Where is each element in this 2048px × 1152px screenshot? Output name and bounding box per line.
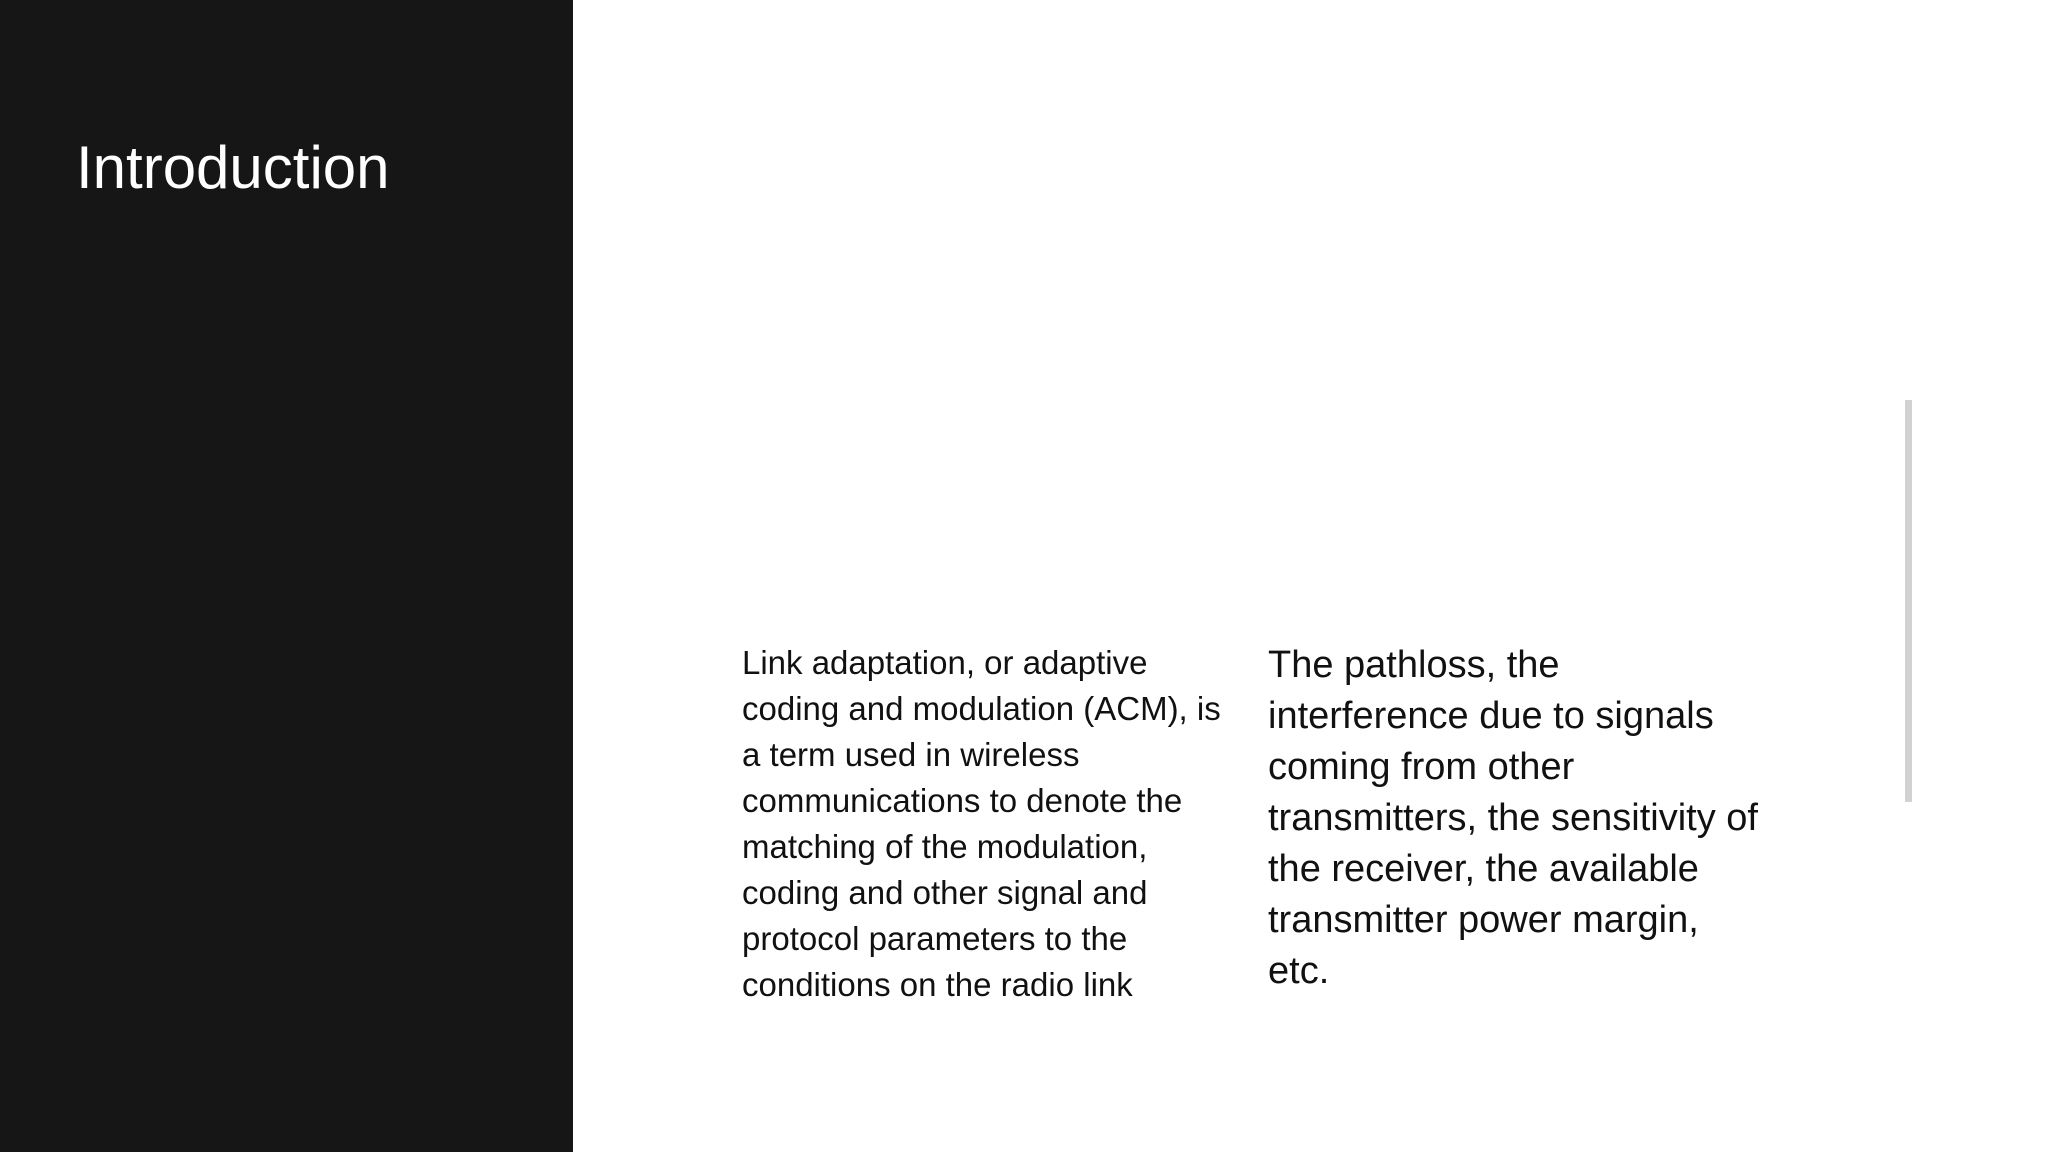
title-panel <box>0 0 573 1152</box>
vertical-divider <box>1905 400 1912 802</box>
right-text-column: The pathloss, the interference due to signals coming from other transmitters, the sensitivity of the receiver, the available transmitter power margin, etc. <box>1268 644 1758 992</box>
slide-title: Introduction <box>76 134 390 201</box>
left-text-column: Link adaptation, or adaptive coding and modulation (ACM), is a term used in wireless communications to denote the matching of the modulation, coding and other signal and protocol parameters to the conditions on the radio link <box>742 644 1221 1003</box>
